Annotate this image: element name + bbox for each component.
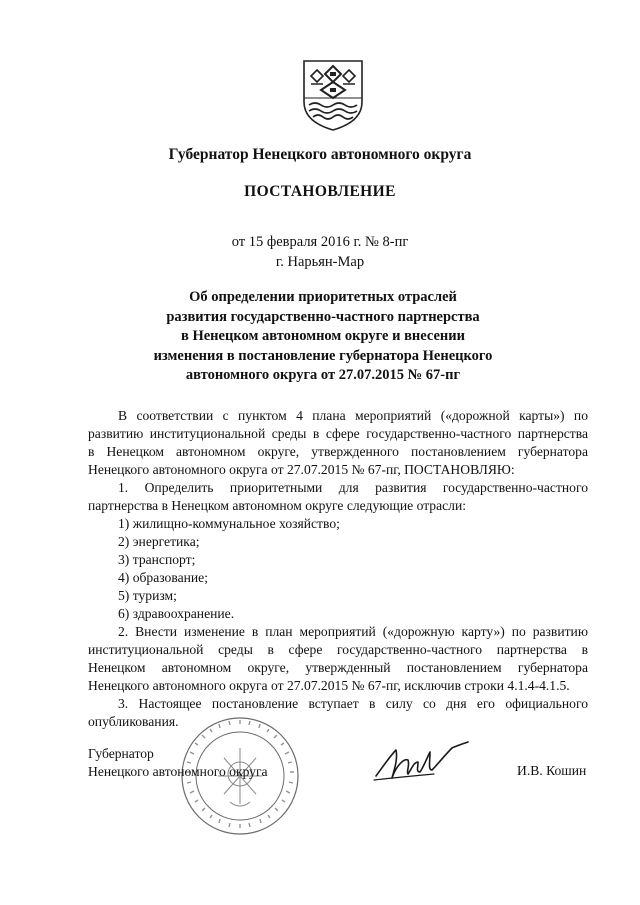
preamble-line: развитию институциональной среды в сфере государственно-частного партнерства — [88, 426, 588, 441]
document-subject — [130, 288, 516, 386]
subject-line: развития государственно-частного партнерства — [166, 308, 480, 325]
document-date-number: от 15 февраля 2016 г. № 8-пг — [231, 234, 409, 250]
handwritten-signature-icon — [372, 738, 472, 784]
preamble-line: Ненецкого автономного округа от 27.07.2015 № 67-пг, ПОСТАНОВЛЯЮ: — [88, 462, 515, 477]
item2-line: 2. Внести изменение в план мероприятий («дорожную карту») по развитию — [118, 624, 588, 639]
sector-item: 5) туризм; — [118, 588, 177, 603]
item3-line: 3. Настоящее постановление вступает в силу со дня его официального — [118, 696, 588, 711]
sector-item: 1) жилищно-коммунальное хозяйство; — [118, 516, 340, 531]
preamble-line: в Ненецком автономном округе, утвержденного постановлением губернатора — [88, 444, 588, 459]
signatory-title-line: Губернатор — [88, 746, 154, 761]
preamble-line: В соответствии с пунктом 4 плана мероприятий («дорожной карты») по — [118, 408, 588, 423]
subject-line: изменения в постановление губернатора Ненецкого — [153, 347, 493, 364]
item2-line: Ненецкого автономного округа от 27.07.2015 № 67-пг, исключив строки 4.1.4-4.1.5. — [88, 678, 570, 693]
item1-line: партнерства в Ненецком автономном округе следующие отрасли: — [88, 498, 467, 513]
sector-item: 4) образование; — [118, 570, 208, 585]
document-body — [88, 407, 588, 731]
subject-line: Об определении приоритетных отраслей — [189, 289, 457, 305]
item2-line: институциональной среды в сфере государственно-частного партнерства в — [88, 642, 588, 657]
sector-item: 2) энергетика; — [118, 534, 200, 549]
signatory-name: И.В. Кошин — [517, 763, 587, 778]
sector-item: 6) здравоохранение. — [118, 606, 235, 621]
subject-line: в Ненецком автономном округе и внесении — [181, 328, 465, 344]
item1-line: 1. Определить приоритетными для развития государственно-частного — [118, 480, 588, 495]
signatory-title-line: Ненецкого автономного округа — [88, 764, 268, 779]
item2-line: Ненецком автономном округе, утвержденный постановлением губернатора — [88, 660, 588, 675]
signatory-title — [88, 745, 268, 781]
issuer-title: Губернатор Ненецкого автономного округа — [168, 146, 472, 163]
coat-of-arms-icon — [301, 58, 365, 132]
document-type: ПОСТАНОВЛЕНИЕ — [244, 183, 396, 200]
document-city: г. Нарьян-Мар — [275, 254, 365, 270]
sector-item: 3) транспорт; — [118, 552, 196, 567]
subject-line: автономного округа от 27.07.2015 № 67-пг — [185, 367, 461, 383]
item3-line: опубликования. — [88, 714, 179, 729]
